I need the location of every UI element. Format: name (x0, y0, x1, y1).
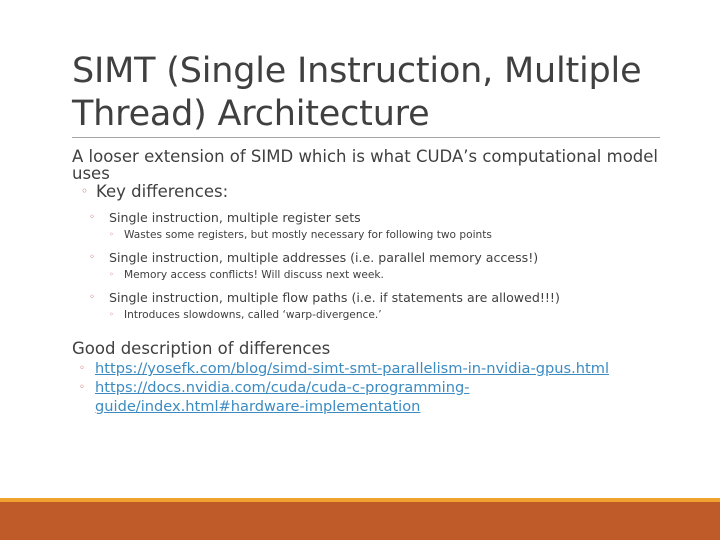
difference-detail: Introduces slowdowns, called ‘warp-divergence.’ (124, 309, 382, 321)
difference-detail-item (72, 228, 660, 242)
description-heading: Good description of differences (72, 339, 331, 358)
description-section (72, 339, 660, 416)
key-differences-label: Key differences: (96, 182, 229, 201)
difference-detail: Wastes some registers, but mostly necessary for following two points (124, 229, 492, 241)
footer-bar (0, 502, 720, 540)
difference-item (72, 250, 660, 266)
difference-item (72, 210, 660, 226)
hollow-bullet-icon: ◦ (109, 270, 114, 279)
difference-heading: Single instruction, multiple register sets (109, 210, 361, 225)
hollow-bullet-icon: ◦ (109, 230, 114, 239)
hollow-bullet-icon: ◦ (109, 310, 114, 319)
link-item (72, 359, 660, 378)
difference-item (72, 290, 660, 306)
key-differences-item (72, 182, 660, 202)
hollow-bullet-icon: ◦ (89, 212, 95, 223)
difference-heading: Single instruction, multiple addresses (i.e. parallel memory access!) (109, 250, 539, 265)
difference-detail: Memory access conflicts! Will discuss next week. (124, 269, 384, 281)
intro-text: A looser extension of SIMD which is what CUDA’s computational model uses (72, 147, 659, 183)
slide-title: SIMT (Single Instruction, Multiple Thread) Architecture (72, 51, 642, 134)
difference-heading: Single instruction, multiple flow paths (i.e. if statements are allowed!!!) (109, 290, 560, 305)
slide-content (72, 148, 660, 416)
hollow-bullet-icon: ◦ (89, 252, 95, 263)
hollow-bullet-icon: ◦ (79, 363, 85, 374)
difference-detail-item (72, 268, 660, 282)
difference-detail-item (72, 308, 660, 322)
yosefk-link[interactable]: https://yosefk.com/blog/simd-simt-smt-parallelism-in-nvidia-gpus.html (95, 360, 610, 377)
title-divider (72, 137, 660, 138)
hollow-bullet-icon: ◦ (81, 184, 89, 198)
hollow-bullet-icon: ◦ (79, 382, 85, 393)
link-item (72, 378, 660, 416)
nvidia-docs-link[interactable]: https://docs.nvidia.com/cuda/cuda-c-programming-guide/index.html#hardware-implementation (95, 379, 470, 415)
hollow-bullet-icon: ◦ (89, 292, 95, 303)
